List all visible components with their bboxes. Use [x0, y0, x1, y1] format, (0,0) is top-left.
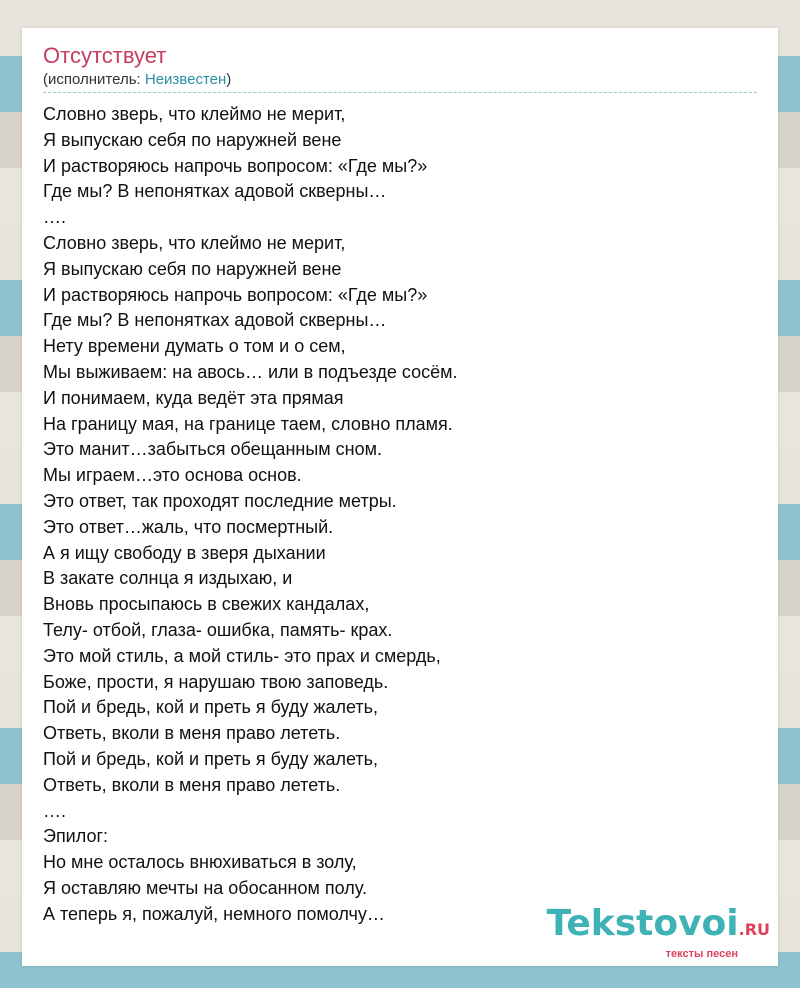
- lyric-line: А теперь я, пожалуй, немного помолчу…: [43, 903, 385, 924]
- lyric-line: И растворяюсь напрочь вопросом: «Где мы?»: [43, 155, 428, 176]
- artist-line: [43, 70, 757, 93]
- lyric-line: Но мне осталось внюхиваться в золу,: [43, 852, 357, 873]
- lyric-line: Эпилог:: [43, 826, 109, 847]
- lyric-line: Телу- отбой, глаза- ошибка, память- крах.: [43, 619, 393, 640]
- lyric-line: На границу мая, на границе таем, словно пламя.: [43, 413, 453, 434]
- logo-name: Tekstovoi: [546, 903, 739, 944]
- artist-suffix: ): [226, 71, 232, 88]
- lyric-line: Где мы? В непонятках адовой скверны…: [43, 181, 387, 202]
- lyric-line: Вновь просыпаюсь в свежих кандалах,: [43, 594, 370, 615]
- lyric-line: В закате солнца я издыхаю, и: [43, 568, 293, 589]
- lyrics-card: [22, 28, 778, 966]
- lyric-line: Словно зверь, что клеймо не мерит,: [43, 232, 346, 253]
- lyric-line: И понимаем, куда ведёт эта прямая: [43, 387, 344, 408]
- lyric-line: Мы играем…это основа основ.: [43, 465, 302, 486]
- lyric-line: Я оставляю мечты на обосанном полу.: [43, 877, 367, 898]
- lyric-line: Это ответ, так проходят последние метры.: [43, 490, 397, 511]
- lyric-line: Я выпускаю себя по наружней вене: [43, 258, 342, 279]
- lyric-line: И растворяюсь напрочь вопросом: «Где мы?»: [43, 284, 428, 305]
- lyric-line: Ответь, вколи в меня право лететь.: [43, 723, 341, 744]
- lyric-line: Где мы? В непонятках адовой скверны…: [43, 310, 387, 331]
- lyric-line: Это ответ…жаль, что посмертный.: [43, 516, 334, 537]
- lyric-line: ….: [43, 800, 67, 821]
- lyric-line: Я выпускаю себя по наружней вене: [43, 129, 342, 150]
- site-logo[interactable]: [546, 903, 770, 960]
- lyric-line: Это манит…забыться обещанным сном.: [43, 439, 382, 460]
- artist-link[interactable]: Неизвестен: [144, 71, 227, 88]
- lyric-line: Пой и бредь, кой и преть я буду жалеть,: [43, 748, 379, 769]
- lyric-line: ….: [43, 207, 67, 228]
- song-title: Отсутствует: [43, 43, 167, 68]
- artist-prefix: (исполнитель:: [43, 71, 145, 88]
- lyric-line: Это мой стиль, а мой стиль- это прах и смердь,: [43, 645, 441, 666]
- lyric-line: Словно зверь, что клеймо не мерит,: [43, 104, 346, 124]
- lyric-line: Ответь, вколи в меня право лететь.: [43, 774, 341, 795]
- lyric-line: Нету времени думать о том и о сем,: [43, 336, 346, 357]
- lyrics-text: [43, 102, 778, 928]
- logo-tld: .RU: [738, 920, 770, 939]
- lyric-line: Боже, прости, я нарушаю твою заповедь.: [43, 671, 389, 692]
- lyric-line: А я ищу свободу в зверя дыхании: [43, 542, 326, 563]
- logo-tagline: тексты песен: [665, 948, 738, 960]
- lyric-line: Мы выживаем: на авось… или в подъезде сосём.: [43, 361, 458, 382]
- logo-wordmark: [546, 903, 770, 948]
- lyric-line: Пой и бредь, кой и преть я буду жалеть,: [43, 697, 379, 718]
